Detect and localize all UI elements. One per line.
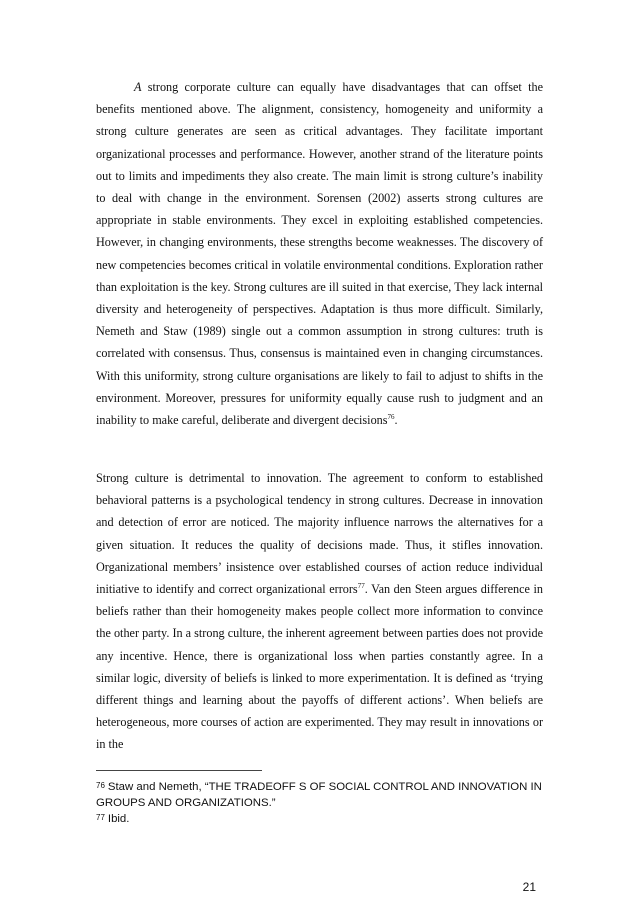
paragraph-1-tail: . — [394, 413, 398, 428]
footnote-text: Ibid. — [107, 813, 130, 825]
paragraph-2-text-b: . Van den Steen argues difference in beliefs rather than their homogeneity makes people collect more information to convince the other party. In a strong culture, the inherent agreement between parties does not provide any incentive. Hence, there is organizational loss when parties constantly agree. In a similar logic, diversity of beliefs is linked to more experimentation. It is defined as ‘trying different things and learning about the payoffs of different actions’. When beliefs are heterogeneous, more courses of action are experimented. They may result in innovations or in the — [96, 582, 544, 752]
paragraph-1 — [96, 76, 543, 431]
footnote-number: 76 — [96, 781, 105, 790]
footnotes — [96, 779, 556, 827]
footnote-ref-76[interactable]: 76 — [387, 412, 395, 421]
footnote-number: 77 — [96, 813, 105, 822]
paragraph-1-lead: A — [134, 80, 142, 94]
page-number: 21 — [522, 880, 536, 894]
paragraph-2-text-a: Strong culture is detrimental to innovation. The agreement to conform to established behavioral patterns is a psychological tendency in strong cultures. Decrease in innovation and detection of error are noticed. The majority influence narrows the alternatives for a given situation. It reduces the quality of decisions made. Thus, it stifles innovation. Organizational members’ insistence over established courses of action reduce individual initiative to identify and correct organizational errors — [96, 471, 543, 597]
footnote-76 — [96, 779, 556, 811]
paragraph-1-text: strong corporate culture can equally have disadvantages that can offset the benefits mentioned above. The alignment, consistency, homogeneity and uniformity a strong culture generates are seen as critical advantages. They facilitate important organizational processes and performance. However, another strand of the literature points out to limits and impediments they also create. The main limit is strong culture’s inability to deal with change in the environment. Sorensen (2002) asserts strong cultures are appropriate in stable environments. They excel in exploiting established competencies. However, in changing environments, these strengths become weaknesses. The discovery of new competencies becomes critical in volatile environmental conditions. Exploration rather than exploitation is the key. Strong cultures are ill suited in that exercise, They lack internal diversity and heterogeneity of perspectives. Adaptation is thus more difficult. Similarly, Nemeth and Staw (1989) single out a common assumption in strong cultures: truth is correlated with consensus. Thus, consensus is maintained even in changing circumstances. With this uniformity, strong culture organisations are likely to fail to adjust to shifts in the environment. Moreover, pressures for uniformity equally cause rush to judgment and an inability to make careful, deliberate and divergent decisions — [96, 80, 543, 428]
footnote-separator — [96, 770, 262, 771]
footnote-text: Staw and Nemeth, “THE TRADEOFF S OF SOCIAL CONTROL AND INNOVATION IN GROUPS AND ORGANIZATIONS.” — [96, 781, 542, 809]
paragraph-2 — [96, 467, 543, 756]
footnote-77 — [96, 811, 556, 827]
footnote-ref-77[interactable]: 77 — [357, 581, 365, 590]
